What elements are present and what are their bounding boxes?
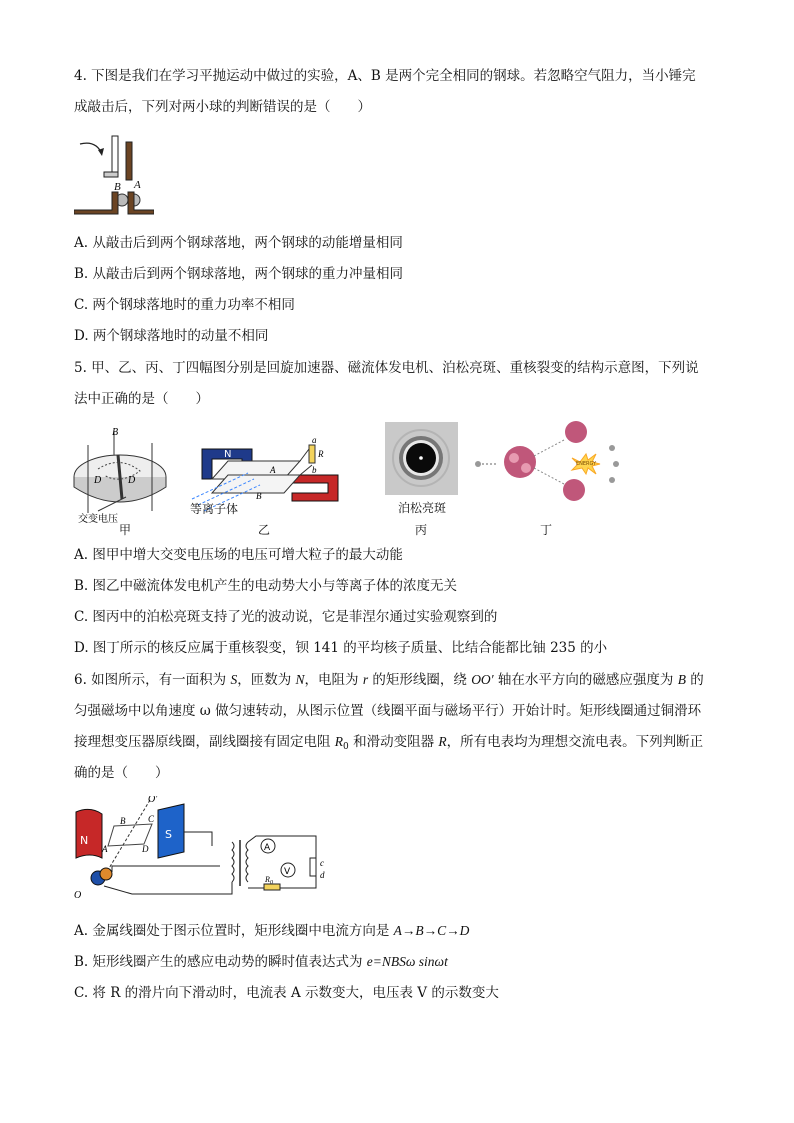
q6-label-d: d <box>320 870 325 880</box>
q4-hammer-handle <box>112 136 118 176</box>
q6-label-c: c <box>320 858 324 868</box>
q4-hammer-head <box>104 172 118 177</box>
q6-ammeter-label: A <box>264 843 271 853</box>
bing-spot <box>419 456 423 460</box>
q5-option-d: D. 图丁所示的核反应属于重核裂变，钡 141 的平均核子质量、比结合能都比铀 235 的小 <box>74 640 608 656</box>
yi-label-pb: b <box>312 465 317 475</box>
q6-primary-coil <box>232 842 234 882</box>
ding-path-down <box>534 468 564 484</box>
ding-neutron-out-3 <box>609 477 615 483</box>
ding-uranium-detail-2 <box>521 463 531 473</box>
q6-text: 接理想变压器原线圈，副线圈接有固定电阻 <box>74 734 335 750</box>
q6-text: 和滑动变阻器 <box>348 734 439 750</box>
q6-secondary-loop <box>248 836 316 888</box>
q5-option-c: C. 图丙中的泊松亮斑支持了光的波动说，它是菲涅尔通过实验观察到的 <box>74 609 498 625</box>
yi-label-n: N <box>224 449 232 460</box>
q4-stand <box>126 142 132 180</box>
bing-label: 泊松亮斑 <box>398 501 447 515</box>
q6-text: B. 矩形线圈产生的感应电动势的瞬时值表达式为 <box>74 954 367 970</box>
q6-secondary-coil <box>246 842 248 882</box>
q5-figure-jia <box>68 425 178 525</box>
q6-axis <box>102 800 150 880</box>
q6-coil <box>108 824 152 846</box>
ding-neutron-out-1 <box>609 445 615 451</box>
q5-figure-ding <box>472 418 622 506</box>
q6-stem-line3 <box>74 733 724 756</box>
q5-figure-bing <box>385 422 458 495</box>
q6-stem-line4: 确的是（ ） <box>74 765 169 781</box>
q4-stem-line1: 4. 下图是我们在学习平抛运动中做过的实验，A、B 是两个完全相同的钢球。若忽略空气阻力，当小锤完 <box>74 68 696 84</box>
q6-var-b: B <box>677 672 686 687</box>
q6-var-s: S <box>230 672 238 687</box>
q6-wire-bottom <box>104 882 232 894</box>
yi-label-a: A <box>270 465 276 475</box>
q6-text: ，所有电表均为理想交流电表。下列判断正 <box>446 734 704 750</box>
q5-stem-line1: 5. 甲、乙、丙、丁四幅图分别是回旋加速器、磁流体发电机、泊松亮斑、重核裂变的结构示意图，下列说 <box>74 360 699 376</box>
q6-rheostat <box>310 858 316 876</box>
q6-expr: A→B→C→D <box>393 923 470 938</box>
q5-caption-bing: 丙 <box>415 523 428 537</box>
q6-text: A. 金属线圈处于图示位置时，矩形线圈中电流方向是 <box>74 923 394 939</box>
ding-label-energy: ENERGY <box>576 461 597 467</box>
q6-label-r0-sub: 0 <box>269 880 273 886</box>
q6-text: 轴在水平方向的磁感应强度为 <box>493 672 678 688</box>
q6-label-o: O <box>74 890 82 901</box>
ding-neutron-in <box>475 461 481 467</box>
q4-label-a: A <box>134 179 141 191</box>
ding-uranium-detail-1 <box>509 453 519 463</box>
q4-option-b: B. 从敲击后到两个钢球落地，两个钢球的重力冲量相同 <box>74 266 404 282</box>
q6-text: ，电阻为 <box>304 672 363 688</box>
ding-path-up <box>534 440 564 456</box>
jia-label-d2: D <box>128 475 136 486</box>
q6-wire-mid <box>112 866 220 872</box>
q6-label-r0-main: R <box>265 875 270 884</box>
q6-var-r: r <box>362 672 369 687</box>
yi-resistor <box>309 445 315 463</box>
q4-base-right <box>128 192 154 214</box>
q6-option-b <box>74 953 724 971</box>
q4-option-d: D. 两个钢球落地时的动量不相同 <box>74 328 269 344</box>
q6-text: ，匝数为 <box>237 672 296 688</box>
q6-voltmeter-label: V <box>284 867 291 877</box>
q5-caption-jia: 甲 <box>119 523 132 537</box>
yi-label-r: R <box>318 449 324 459</box>
q5-stem-line2: 法中正确的是（ ） <box>74 391 209 407</box>
ding-krypton <box>563 479 585 501</box>
yi-label-b: B <box>256 491 262 501</box>
q4-figure <box>74 134 154 216</box>
q6-text: 的矩形线圈，绕 <box>368 672 472 688</box>
yi-wire-bottom <box>300 465 312 475</box>
yi-label-pa: a <box>312 435 317 445</box>
q4-stem-line2: 成敲击后，下列对两小球的判断错误的是（ ） <box>74 99 371 115</box>
q6-expr: e=NBSω sinωt <box>366 954 448 969</box>
q6-label-n: N <box>80 834 89 847</box>
q4-label-b: B <box>114 181 121 193</box>
q6-label-s: S <box>165 828 172 841</box>
q5-caption-yi: 乙 <box>258 523 271 537</box>
ding-barium <box>565 421 587 443</box>
q6-wire-top <box>184 832 212 846</box>
q6-label-c-corner: C <box>148 814 155 824</box>
q6-var-oo: OO′ <box>471 672 494 687</box>
q4-base-left <box>74 192 118 214</box>
q4-option-c: C. 两个钢球落地时的重力功率不相同 <box>74 297 295 313</box>
yi-label-s: S <box>316 484 323 495</box>
q6-stem-line1 <box>74 671 724 689</box>
yi-label-plasma: 等离子体 <box>190 502 239 516</box>
q5-option-b: B. 图乙中磁流体发电机产生的电动势大小与等离子体的浓度无关 <box>74 578 458 594</box>
q4-option-a: A. 从敲击后到两个钢球落地，两个钢球的动能增量相同 <box>74 235 403 251</box>
ding-uranium <box>504 446 536 478</box>
q6-text: 的 <box>685 672 704 688</box>
q6-stem-line2: 匀强磁场中以角速度 ω 做匀速转动，从图示位置（线圈平面与磁场平行）开始计时。矩形线圈通过铜滑环 <box>74 703 702 719</box>
q6-text: 6. 如图所示，有一面积为 <box>74 672 231 688</box>
ding-neutron-out-2 <box>613 461 619 467</box>
q5-option-a: A. 图甲中增大交变电压场的电压可增大粒子的最大动能 <box>74 547 403 563</box>
q6-label-oprime: O′ <box>148 796 158 805</box>
q6-label-d-corner: D <box>142 844 149 854</box>
q6-var-n: N <box>295 672 305 687</box>
q5-caption-ding: 丁 <box>540 523 553 537</box>
q6-var-r0-sub: 0 <box>343 742 349 752</box>
q6-var-r: R <box>438 734 447 749</box>
jia-label-ac: 交变电压 <box>78 514 118 525</box>
jia-label-d1: D <box>94 475 102 486</box>
q6-option-a <box>74 922 724 940</box>
q4-swing-arrow <box>80 143 102 154</box>
q6-label-a: A <box>102 844 108 854</box>
q6-option-c: C. 将 R 的滑片向下滑动时，电流表 A 示数变大，电压表 V 的示数变大 <box>74 985 499 1001</box>
q6-label-b: B <box>120 816 126 826</box>
q6-slip-ring-2 <box>100 868 112 880</box>
q6-figure <box>72 796 332 902</box>
yi-magnet-s <box>292 475 338 501</box>
q6-var-r0: R <box>334 734 344 749</box>
jia-label-b: B <box>112 427 119 438</box>
